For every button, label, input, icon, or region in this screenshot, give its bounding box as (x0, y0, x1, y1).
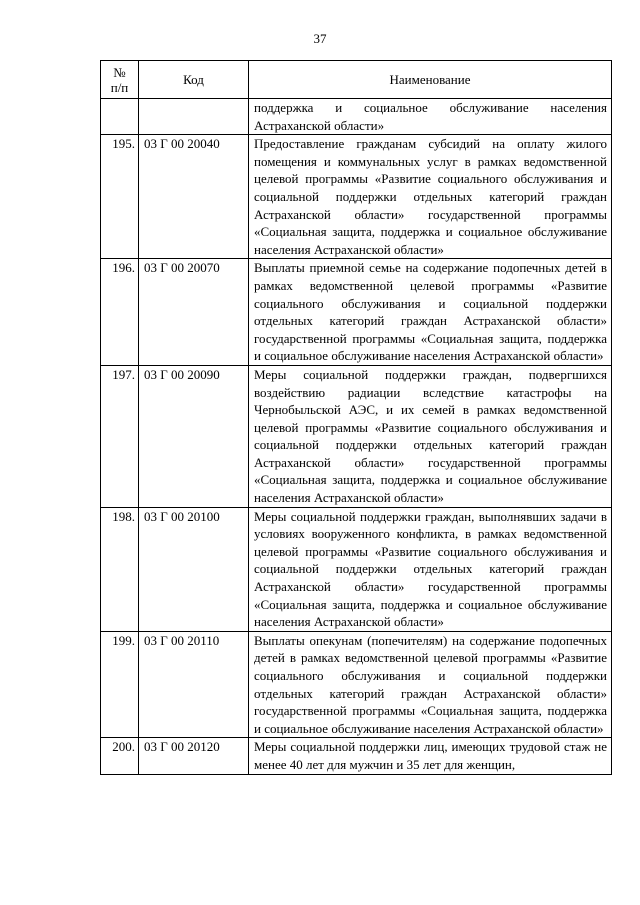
page-number: 37 (313, 31, 327, 46)
row-name: поддержка и социальное обслуживание населения Астраханской области» (249, 99, 612, 135)
table-row (101, 738, 612, 774)
row-code: 03 Г 00 20090 (139, 365, 249, 507)
row-number: 196. (101, 259, 139, 366)
row-number: 195. (101, 135, 139, 259)
row-code: 03 Г 00 20100 (139, 507, 249, 631)
header-number-line2: п/п (110, 79, 129, 95)
row-number: 197. (101, 365, 139, 507)
table-header-row (101, 61, 612, 99)
row-name: Выплаты приемной семье на содержание подопечных детей в рамках ведомственной целевой программы «Развитие социального обслуживания и социальной поддержки отдельных категорий граждан Астраханской области» государственной программы «Социальная защита, поддержка и социальное обслуживание населения Астраханской области» (249, 259, 612, 366)
row-code: 03 Г 00 20110 (139, 631, 249, 738)
row-name: Предоставление гражданам субсидий на оплату жилого помещения и коммунальных услуг в рамках ведомственной целевой программы «Развитие социального обслуживания и социальной поддержки отдельных категорий граждан Астраханской области» государственной программы «Социальная защита, поддержка и социальное обслуживание населения Астраханской области» (249, 135, 612, 259)
table-row (101, 631, 612, 738)
header-number (101, 61, 139, 99)
table-row (101, 365, 612, 507)
row-number: 200. (101, 738, 139, 774)
row-code: 03 Г 00 20040 (139, 135, 249, 259)
header-name: Наименование (249, 61, 612, 99)
table-row (101, 99, 612, 135)
header-code: Код (139, 61, 249, 99)
row-number: 199. (101, 631, 139, 738)
row-number (101, 99, 139, 135)
row-code: 03 Г 00 20070 (139, 259, 249, 366)
table-row (101, 507, 612, 631)
row-name: Меры социальной поддержки лиц, имеющих трудовой стаж не менее 40 лет для мужчин и 35 лет для женщин, (249, 738, 612, 774)
row-name: Меры социальной поддержки граждан, подвергшихся воздействию радиации вследствие катастрофы на Чернобыльской АЭС, и их семей в рамках ведомственной целевой программы «Развитие социального обслуживания и социальной поддержки отдельных категорий граждан Астраханской области» государственной программы «Социальная защита, поддержка и социальное обслуживание населения Астраханской области» (249, 365, 612, 507)
header-number-line1: № (113, 64, 126, 80)
row-code (139, 99, 249, 135)
row-number: 198. (101, 507, 139, 631)
row-name: Меры социальной поддержки граждан, выполнявших задачи в условиях вооруженного конфликта, в рамках ведомственной целевой программы «Развитие социального обслуживания и социальной поддержки отдельных категорий граждан Астраханской области» государственной программы «Социальная защита, поддержка и социальное обслуживание населения Астраханской области» (249, 507, 612, 631)
row-name: Выплаты опекунам (попечителям) на содержание подопечных детей в рамках ведомственной целевой программы «Развитие социального обслуживания и социальной поддержки отдельных категорий граждан Астраханской области» государственной программы «Социальная защита, поддержка и социальное обслуживание населения Астраханской области» (249, 631, 612, 738)
table-row (101, 259, 612, 366)
table-row (101, 135, 612, 259)
budget-codes-table (100, 60, 612, 775)
row-code: 03 Г 00 20120 (139, 738, 249, 774)
